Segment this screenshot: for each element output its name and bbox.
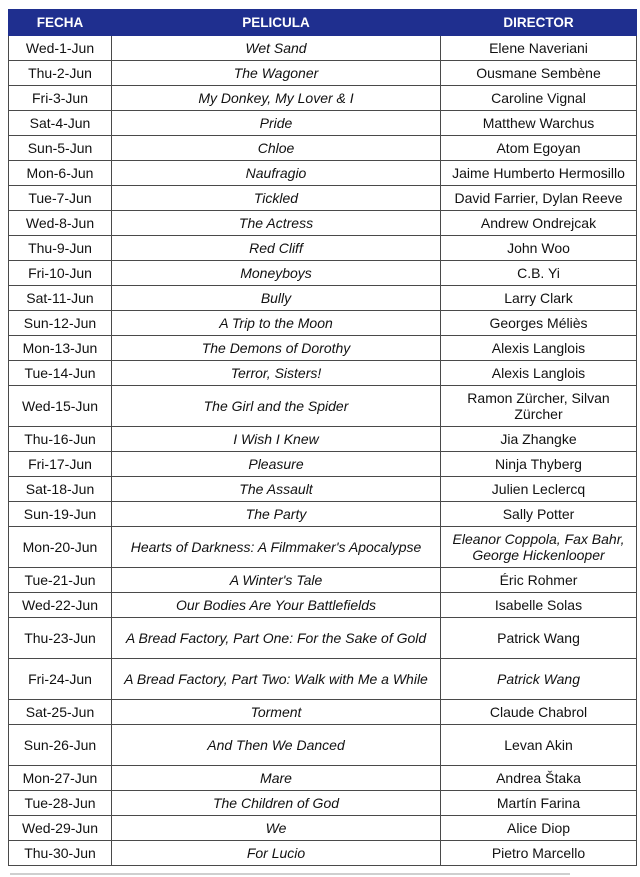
header-row <box>9 10 637 36</box>
date-cell: Mon-6-Jun <box>9 161 112 186</box>
director-cell: Julien Leclercq <box>441 477 637 502</box>
table-row <box>9 286 637 311</box>
footer-note-cropped <box>10 871 610 877</box>
date-cell: Sun-5-Jun <box>9 136 112 161</box>
director-cell: Éric Rohmer <box>441 568 637 593</box>
date-cell: Fri-10-Jun <box>9 261 112 286</box>
date-cell: Wed-8-Jun <box>9 211 112 236</box>
date-cell: Wed-22-Jun <box>9 593 112 618</box>
date-cell: Sun-19-Jun <box>9 502 112 527</box>
film-cell: Our Bodies Are Your Battlefields <box>112 593 441 618</box>
film-cell: The Actress <box>112 211 441 236</box>
director-cell: Alexis Langlois <box>441 336 637 361</box>
film-cell: The Demons of Dorothy <box>112 336 441 361</box>
director-cell: Georges Méliès <box>441 311 637 336</box>
film-cell: The Party <box>112 502 441 527</box>
table-row <box>9 361 637 386</box>
director-cell: Ousmane Sembène <box>441 61 637 86</box>
date-cell: Fri-24-Jun <box>9 659 112 700</box>
director-cell: Matthew Warchus <box>441 111 637 136</box>
table-header <box>9 10 637 36</box>
director-cell: Alexis Langlois <box>441 361 637 386</box>
header-director: DIRECTOR <box>441 10 637 36</box>
director-cell: Larry Clark <box>441 286 637 311</box>
table-row <box>9 161 637 186</box>
date-cell: Sat-4-Jun <box>9 111 112 136</box>
table-row <box>9 477 637 502</box>
film-cell: Chloe <box>112 136 441 161</box>
film-cell: Pleasure <box>112 452 441 477</box>
director-cell: Jaime Humberto Hermosillo <box>441 161 637 186</box>
table-row <box>9 659 637 700</box>
director-cell: Caroline Vignal <box>441 86 637 111</box>
date-cell: Thu-9-Jun <box>9 236 112 261</box>
table-row <box>9 386 637 427</box>
film-cell: A Trip to the Moon <box>112 311 441 336</box>
table-row <box>9 111 637 136</box>
film-cell: Torment <box>112 700 441 725</box>
date-cell: Sat-25-Jun <box>9 700 112 725</box>
date-cell: Tue-14-Jun <box>9 361 112 386</box>
director-cell: Ninja Thyberg <box>441 452 637 477</box>
date-cell: Mon-20-Jun <box>9 527 112 568</box>
table-row <box>9 186 637 211</box>
date-cell: Thu-23-Jun <box>9 618 112 659</box>
table-row <box>9 452 637 477</box>
director-cell: Elene Naveriani <box>441 36 637 61</box>
film-schedule-table <box>8 9 637 866</box>
date-cell: Tue-28-Jun <box>9 791 112 816</box>
director-cell: Atom Egoyan <box>441 136 637 161</box>
table-row <box>9 791 637 816</box>
date-cell: Tue-21-Jun <box>9 568 112 593</box>
film-cell: Wet Sand <box>112 36 441 61</box>
header-pelicula: PELICULA <box>112 10 441 36</box>
table-row <box>9 841 637 866</box>
table-row <box>9 86 637 111</box>
date-cell: Fri-17-Jun <box>9 452 112 477</box>
header-fecha: FECHA <box>9 10 112 36</box>
date-cell: Thu-2-Jun <box>9 61 112 86</box>
director-cell: Pietro Marcello <box>441 841 637 866</box>
film-cell: The Children of God <box>112 791 441 816</box>
film-cell: The Girl and the Spider <box>112 386 441 427</box>
film-cell: A Bread Factory, Part Two: Walk with Me a While <box>112 659 441 700</box>
date-cell: Thu-30-Jun <box>9 841 112 866</box>
table-body <box>9 36 637 866</box>
director-cell: Claude Chabrol <box>441 700 637 725</box>
director-cell: Jia Zhangke <box>441 427 637 452</box>
date-cell: Sun-26-Jun <box>9 725 112 766</box>
table-row <box>9 568 637 593</box>
date-cell: Fri-3-Jun <box>9 86 112 111</box>
director-cell: Patrick Wang <box>441 659 637 700</box>
director-cell: Andrea Štaka <box>441 766 637 791</box>
date-cell: Mon-27-Jun <box>9 766 112 791</box>
table-row <box>9 766 637 791</box>
film-cell: The Wagoner <box>112 61 441 86</box>
table-row <box>9 136 637 161</box>
director-cell: Martín Farina <box>441 791 637 816</box>
film-cell: Terror, Sisters! <box>112 361 441 386</box>
table-row <box>9 336 637 361</box>
table-row <box>9 502 637 527</box>
date-cell: Wed-29-Jun <box>9 816 112 841</box>
table-row <box>9 816 637 841</box>
film-cell: A Winter's Tale <box>112 568 441 593</box>
table-row <box>9 236 637 261</box>
table-row <box>9 61 637 86</box>
table-row <box>9 211 637 236</box>
table-row <box>9 36 637 61</box>
table-row <box>9 725 637 766</box>
date-cell: Sat-11-Jun <box>9 286 112 311</box>
director-cell: John Woo <box>441 236 637 261</box>
director-cell: Andrew Ondrejcak <box>441 211 637 236</box>
film-cell: Mare <box>112 766 441 791</box>
film-cell: My Donkey, My Lover & I <box>112 86 441 111</box>
director-cell: Levan Akin <box>441 725 637 766</box>
film-cell: Pride <box>112 111 441 136</box>
film-cell: A Bread Factory, Part One: For the Sake of Gold <box>112 618 441 659</box>
date-cell: Wed-15-Jun <box>9 386 112 427</box>
table-row <box>9 527 637 568</box>
date-cell: Mon-13-Jun <box>9 336 112 361</box>
director-cell: Isabelle Solas <box>441 593 637 618</box>
director-cell: Alice Diop <box>441 816 637 841</box>
director-cell: Patrick Wang <box>441 618 637 659</box>
director-cell: Eleanor Coppola, Fax Bahr, George Hickenlooper <box>441 527 637 568</box>
director-cell: David Farrier, Dylan Reeve <box>441 186 637 211</box>
director-cell: Sally Potter <box>441 502 637 527</box>
film-cell: The Assault <box>112 477 441 502</box>
film-cell: We <box>112 816 441 841</box>
date-cell: Tue-7-Jun <box>9 186 112 211</box>
film-cell: For Lucio <box>112 841 441 866</box>
table-row <box>9 618 637 659</box>
date-cell: Thu-16-Jun <box>9 427 112 452</box>
film-cell: Hearts of Darkness: A Filmmaker's Apocalypse <box>112 527 441 568</box>
film-cell: I Wish I Knew <box>112 427 441 452</box>
film-cell: Red Cliff <box>112 236 441 261</box>
film-cell: Tickled <box>112 186 441 211</box>
date-cell: Wed-1-Jun <box>9 36 112 61</box>
table-row <box>9 700 637 725</box>
director-cell: Ramon Zürcher, Silvan Zürcher <box>441 386 637 427</box>
film-cell: Moneyboys <box>112 261 441 286</box>
table-row <box>9 427 637 452</box>
film-cell: Naufragio <box>112 161 441 186</box>
table-row <box>9 261 637 286</box>
date-cell: Sun-12-Jun <box>9 311 112 336</box>
table-row <box>9 593 637 618</box>
film-cell: Bully <box>112 286 441 311</box>
date-cell: Sat-18-Jun <box>9 477 112 502</box>
table-row <box>9 311 637 336</box>
director-cell: C.B. Yi <box>441 261 637 286</box>
film-cell: And Then We Danced <box>112 725 441 766</box>
